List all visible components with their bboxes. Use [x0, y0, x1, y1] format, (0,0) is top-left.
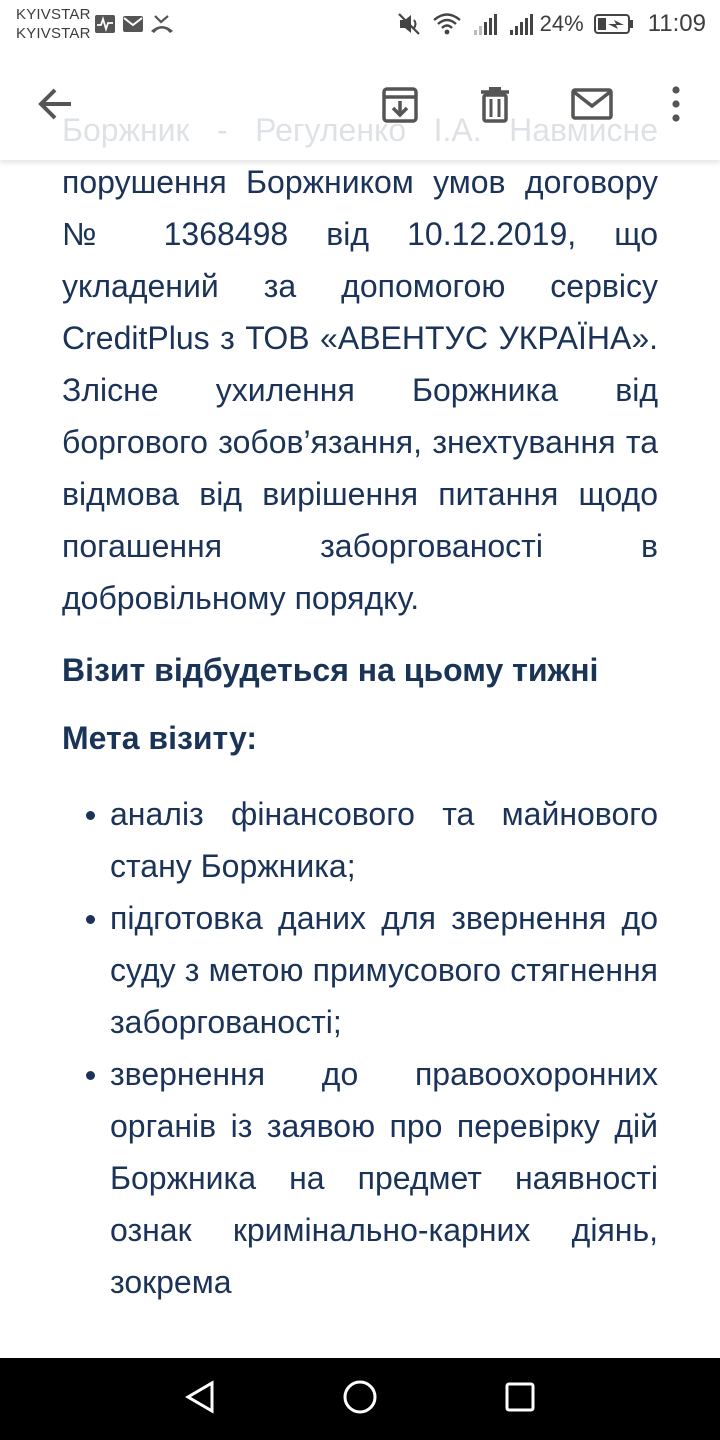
nav-recents-icon	[502, 1379, 538, 1420]
list-item: підготовка даних для звернення до суду з метою примусового стягнення заборгованості;	[62, 892, 658, 1048]
nav-home-icon	[341, 1378, 379, 1421]
mark-unread-icon	[570, 86, 614, 122]
activity-icon	[94, 14, 116, 34]
goal-heading: Мета візиту:	[62, 720, 258, 756]
carrier-label-2: KYIVSTAR	[16, 25, 91, 42]
list-item: звернення до правоохоронних органів із заявою про перевірку дій Боржника на предмет наявності ознак кримінально-карних діянь, зокрема	[62, 1048, 658, 1308]
carrier-labels	[16, 5, 91, 43]
missed-call-icon	[150, 14, 174, 34]
battery-percent: 24%	[539, 11, 584, 36]
notification-icons	[94, 14, 174, 34]
app-action-bar	[0, 50, 720, 160]
list-item: аналіз фінансового та майнового стану Боржника;	[62, 788, 658, 892]
system-navigation-bar	[0, 1358, 720, 1440]
nav-back-button[interactable]	[175, 1374, 225, 1424]
archive-button[interactable]	[372, 76, 428, 132]
carrier-label-1: KYIVSTAR	[16, 6, 91, 23]
visit-heading: Візит відбудеться на цьому тижні	[62, 652, 599, 688]
mark-unread-button[interactable]	[564, 76, 620, 132]
email-body	[62, 104, 658, 1308]
body-paragraph: порушення Боржником умов договору № 1368498 від 10.12.2019, що укладений за допомогою сервісу CreditPlus з ТОВ «АВЕНТУС УКРАЇНА». Злісне ухилення Боржника від боргового зобов’язання, знехтування та відмова від вирішення питання щодо погашення заборгованості в добровільному порядку.	[62, 164, 658, 616]
delete-button[interactable]	[467, 76, 523, 132]
goal-list	[62, 788, 658, 1308]
battery-charging-icon	[594, 13, 634, 35]
system-status-icons	[396, 10, 706, 38]
mute-icon	[396, 11, 422, 37]
wifi-icon	[432, 11, 462, 37]
status-bar	[0, 0, 720, 50]
mail-icon	[122, 15, 144, 33]
nav-recents-button[interactable]	[495, 1374, 545, 1424]
status-clock: 11:09	[647, 10, 706, 37]
back-arrow-icon	[35, 84, 75, 124]
back-button[interactable]	[27, 76, 83, 132]
signal-icon	[508, 12, 534, 36]
delete-icon	[475, 84, 515, 124]
more-options-button[interactable]	[648, 76, 704, 132]
nav-back-icon	[182, 1379, 218, 1420]
nav-home-button[interactable]	[335, 1374, 385, 1424]
archive-icon	[380, 84, 420, 124]
more-vert-icon	[668, 84, 684, 124]
signal-icon	[472, 12, 498, 36]
